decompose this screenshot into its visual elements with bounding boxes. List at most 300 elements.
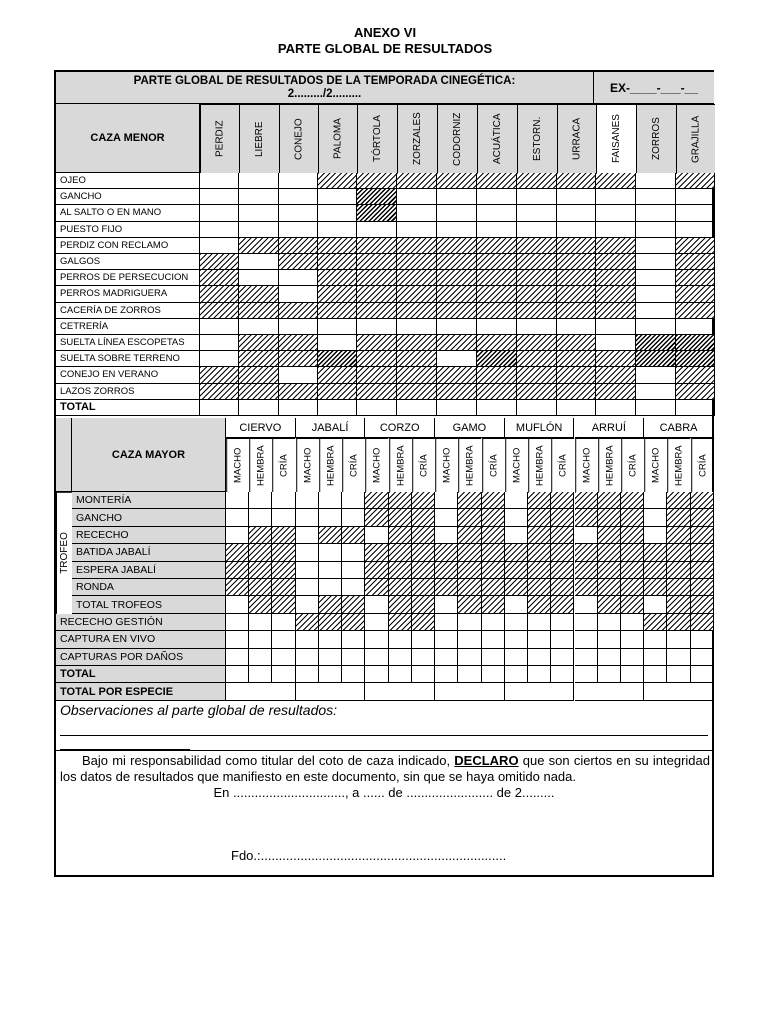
mayor-cell [272,666,295,683]
menor-cell [676,384,715,400]
menor-cell [477,286,517,302]
menor-cell [557,303,596,319]
mayor-cell [667,649,690,666]
mayor-cell [412,614,435,631]
subcol-header: MACHO [296,438,319,492]
mayor-cell [249,631,272,648]
menor-row-label: PUESTO FIJO [56,222,200,238]
mayor-cell [482,666,505,683]
menor-cell [318,319,357,335]
mayor-cell [621,527,644,544]
menor-cell [676,189,715,205]
mayor-total-especie-cell [296,683,366,700]
menor-cell [357,286,397,302]
menor-cell [477,303,517,319]
menor-cell [200,351,239,367]
mayor-cell [644,562,667,579]
menor-row-label: PERROS MADRIGUERA [56,286,200,302]
species-header-mayor: ARRUÍ [575,418,645,438]
mayor-cell [482,631,505,648]
mayor-cell [551,614,574,631]
mayor-cell [482,492,505,509]
species-header-6: CODORNIZ [437,104,477,173]
menor-cell [676,303,715,319]
mayor-cell [226,596,249,613]
mayor-cell [249,527,272,544]
mayor-cell [644,649,667,666]
menor-cell [279,303,318,319]
menor-cell [477,319,517,335]
menor-cell [437,254,477,270]
menor-cell [437,173,477,189]
mayor-cell [644,492,667,509]
mayor-cell [412,631,435,648]
mayor-row-label: RECECHO GESTIÓN [56,614,226,631]
mayor-cell [528,596,551,613]
menor-cell [596,173,636,189]
species-header-10: FAISANES [596,104,636,173]
mayor-cell [482,562,505,579]
mayor-cell [365,579,388,596]
menor-row-label: LAZOS ZORROS [56,384,200,400]
menor-cell [239,205,279,221]
menor-cell [636,270,676,286]
subcol-header: MACHO [365,438,388,492]
mayor-cell [319,562,342,579]
mayor-cell [482,544,505,561]
mayor-row-label: TOTAL POR ESPECIE [56,683,226,700]
mayor-cell [296,631,319,648]
menor-cell [279,335,318,351]
menor-cell [557,238,596,254]
menor-cell [557,205,596,221]
mayor-row-label: MONTERÍA [72,492,226,509]
menor-cell [397,286,437,302]
species-header-mayor: CABRA [644,418,714,438]
menor-cell [397,173,437,189]
menor-total-cell [279,400,318,416]
subcol-header: CRÍA [272,438,295,492]
menor-cell [596,238,636,254]
mayor-total-especie-cell [435,683,505,700]
menor-cell [596,303,636,319]
mayor-cell [598,527,621,544]
mayor-cell [319,527,342,544]
menor-cell [279,238,318,254]
menor-cell [636,351,676,367]
menor-cell [676,270,715,286]
menor-row-label: SUELTA SOBRE TERRENO [56,351,200,367]
subcol-header: HEMBRA [389,438,412,492]
menor-cell [239,351,279,367]
mayor-cell [296,527,319,544]
menor-cell [279,384,318,400]
menor-cell [636,335,676,351]
menor-cell [397,205,437,221]
mayor-cell [389,527,412,544]
mayor-cell [505,544,528,561]
menor-cell [357,367,397,383]
mayor-cell [551,562,574,579]
mayor-cell [435,492,458,509]
menor-row-label: GANCHO [56,189,200,205]
mayor-cell [691,596,714,613]
mayor-cell [226,666,249,683]
mayor-cell [575,649,598,666]
mayor-cell [575,492,598,509]
mayor-cell [435,614,458,631]
menor-cell [517,205,557,221]
mayor-cell [365,562,388,579]
menor-cell [636,189,676,205]
menor-cell [477,270,517,286]
mayor-cell [342,492,365,509]
mayor-total-especie-cell [644,683,714,700]
mayor-cell [296,509,319,526]
menor-cell [596,189,636,205]
menor-total-cell [200,400,239,416]
menor-cell [318,367,357,383]
menor-cell [318,173,357,189]
mayor-cell [435,509,458,526]
menor-cell [636,384,676,400]
menor-cell [676,238,715,254]
mayor-cell [528,527,551,544]
menor-cell [318,335,357,351]
mayor-cell [226,579,249,596]
mayor-cell [272,492,295,509]
menor-total-cell [239,400,279,416]
mayor-cell [644,509,667,526]
mayor-cell [342,544,365,561]
menor-cell [397,270,437,286]
menor-cell [437,335,477,351]
mayor-cell [435,631,458,648]
mayor-cell [458,666,481,683]
mayor-cell [389,579,412,596]
menor-cell [477,173,517,189]
menor-cell [596,335,636,351]
menor-cell [318,205,357,221]
mayor-cell [365,509,388,526]
mayor-cell [505,509,528,526]
mayor-cell [458,579,481,596]
menor-cell [200,254,239,270]
species-header-11: ZORROS [636,104,676,173]
menor-total-cell [517,400,557,416]
mayor-cell [412,544,435,561]
mayor-cell [249,649,272,666]
menor-cell [557,319,596,335]
mayor-cell [621,614,644,631]
species-header-9: URRACA [557,104,596,173]
mayor-cell [575,596,598,613]
menor-total-cell [437,400,477,416]
menor-cell [279,351,318,367]
menor-row-label: CETRERÍA [56,319,200,335]
mayor-cell [296,579,319,596]
mayor-total-especie-cell [505,683,575,700]
menor-cell [437,238,477,254]
mayor-cell [342,649,365,666]
menor-cell [318,351,357,367]
mayor-cell [644,527,667,544]
mayor-cell [296,596,319,613]
menor-cell [676,173,715,189]
menor-cell [200,384,239,400]
mayor-cell [505,649,528,666]
menor-cell [517,384,557,400]
menor-cell [397,303,437,319]
mayor-cell [389,596,412,613]
menor-cell [557,286,596,302]
menor-cell [557,351,596,367]
mayor-cell [458,649,481,666]
mayor-cell [319,492,342,509]
mayor-cell [598,492,621,509]
mayor-cell [319,544,342,561]
mayor-cell [691,562,714,579]
mayor-cell [667,562,690,579]
mayor-cell [667,631,690,648]
mayor-cell [691,579,714,596]
menor-cell [636,303,676,319]
mayor-cell [272,544,295,561]
mayor-cell [528,579,551,596]
page-title: PARTE GLOBAL DE RESULTADOS [277,41,493,56]
mayor-cell [505,596,528,613]
mayor-cell [691,649,714,666]
menor-cell [239,286,279,302]
menor-cell [676,351,715,367]
mayor-cell [551,579,574,596]
menor-cell [676,254,715,270]
menor-cell [437,286,477,302]
mayor-cell [505,631,528,648]
mayor-cell [412,579,435,596]
mayor-cell [319,596,342,613]
menor-cell [477,254,517,270]
mayor-cell [249,544,272,561]
annex-title: ANEXO VI [353,25,417,40]
mayor-cell [272,614,295,631]
menor-cell [477,238,517,254]
menor-cell [517,189,557,205]
menor-cell [477,335,517,351]
mayor-cell [458,596,481,613]
menor-cell [676,205,715,221]
mayor-cell [528,562,551,579]
menor-cell [636,222,676,238]
mayor-cell [412,649,435,666]
menor-cell [239,335,279,351]
mayor-cell [482,596,505,613]
menor-cell [517,351,557,367]
mayor-cell [272,649,295,666]
mayor-cell [319,614,342,631]
mayor-cell [249,492,272,509]
mayor-cell [528,544,551,561]
mayor-cell [342,579,365,596]
menor-cell [200,270,239,286]
mayor-cell [296,614,319,631]
mayor-cell [667,579,690,596]
menor-cell [279,286,318,302]
mayor-row-label: ESPERA JABALÍ [72,562,226,579]
mayor-cell [621,649,644,666]
subcol-header: HEMBRA [528,438,551,492]
menor-cell [596,222,636,238]
menor-cell [357,270,397,286]
menor-cell [636,254,676,270]
menor-cell [239,254,279,270]
mayor-row-label: CAPTURAS POR DAÑOS [56,649,226,666]
menor-cell [200,286,239,302]
subcol-header: HEMBRA [667,438,690,492]
mayor-cell [551,492,574,509]
mayor-cell [505,666,528,683]
mayor-cell [598,509,621,526]
mayor-row-label: BATIDA JABALÍ [72,544,226,561]
mayor-cell [342,631,365,648]
mayor-cell [226,614,249,631]
menor-cell [397,351,437,367]
menor-cell [517,238,557,254]
mayor-cell [389,492,412,509]
menor-cell [676,319,715,335]
menor-total-cell [636,400,676,416]
menor-total-cell [318,400,357,416]
menor-cell [477,367,517,383]
mayor-cell [389,562,412,579]
menor-row-label: GALGOS [56,254,200,270]
menor-cell [517,222,557,238]
menor-cell [557,270,596,286]
mayor-row-label: RECECHO [72,527,226,544]
mayor-cell [435,579,458,596]
mayor-cell [342,527,365,544]
mayor-cell [389,614,412,631]
menor-cell [557,367,596,383]
menor-cell [279,222,318,238]
menor-total-cell [676,400,715,416]
mayor-cell [365,596,388,613]
mayor-cell [365,544,388,561]
signature-line: Fdo.:.................................................................... [231,848,507,863]
season-title-line2: 2........./2......... [287,88,362,100]
menor-cell [397,335,437,351]
menor-cell [357,254,397,270]
mayor-cell [296,562,319,579]
menor-cell [279,270,318,286]
mayor-cell [505,527,528,544]
menor-cell [477,384,517,400]
mayor-cell [598,596,621,613]
mayor-row-label: TOTAL [56,666,226,683]
mayor-cell [272,562,295,579]
menor-cell [357,351,397,367]
observaciones-line [60,735,708,736]
mayor-cell [667,509,690,526]
subcol-header: CRÍA [412,438,435,492]
mayor-cell [667,666,690,683]
mayor-cell [621,666,644,683]
species-header-mayor: CORZO [365,418,435,438]
mayor-cell [621,562,644,579]
menor-cell [517,286,557,302]
mayor-cell [644,579,667,596]
mayor-cell [342,666,365,683]
species-header-mayor: GAMO [435,418,505,438]
menor-cell [557,173,596,189]
menor-row-label: OJEO [56,173,200,189]
mayor-cell [319,649,342,666]
mayor-cell [667,596,690,613]
menor-cell [517,367,557,383]
menor-cell [477,189,517,205]
mayor-cell [621,544,644,561]
menor-cell [636,238,676,254]
menor-cell [676,367,715,383]
mayor-cell [528,666,551,683]
mayor-cell [365,666,388,683]
menor-cell [397,222,437,238]
menor-cell [596,270,636,286]
menor-row-label: CACERÍA DE ZORROS [56,303,200,319]
mayor-cell [575,666,598,683]
menor-cell [200,173,239,189]
species-header-8: ESTORN. [517,104,557,173]
mayor-cell [528,509,551,526]
mayor-cell [482,579,505,596]
mayor-cell [365,527,388,544]
mayor-cell [691,544,714,561]
menor-cell [477,351,517,367]
menor-cell [676,222,715,238]
mayor-cell [365,492,388,509]
mayor-cell [575,614,598,631]
mayor-cell [482,509,505,526]
menor-cell [636,173,676,189]
mayor-cell [249,562,272,579]
subcol-header: HEMBRA [249,438,272,492]
mayor-cell [272,596,295,613]
mayor-cell [621,631,644,648]
menor-cell [596,367,636,383]
caza-menor-header: CAZA MENOR [56,104,200,173]
season-title [56,72,594,104]
mayor-cell [667,492,690,509]
mayor-cell [249,579,272,596]
menor-cell [279,189,318,205]
menor-row-label: CONEJO EN VERANO [56,367,200,383]
mayor-cell [528,631,551,648]
results-form [54,70,714,877]
mayor-cell [389,649,412,666]
place-date-line: En ..............................., a ...... de ........................ de 2......... [213,785,555,800]
declaro-word: DECLARO [454,753,519,768]
mayor-cell [644,666,667,683]
mayor-cell [319,631,342,648]
menor-cell [200,238,239,254]
mayor-cell [365,649,388,666]
menor-cell [279,173,318,189]
menor-cell [557,222,596,238]
menor-cell [596,319,636,335]
mayor-cell [296,544,319,561]
mayor-cell [412,666,435,683]
menor-cell [357,303,397,319]
